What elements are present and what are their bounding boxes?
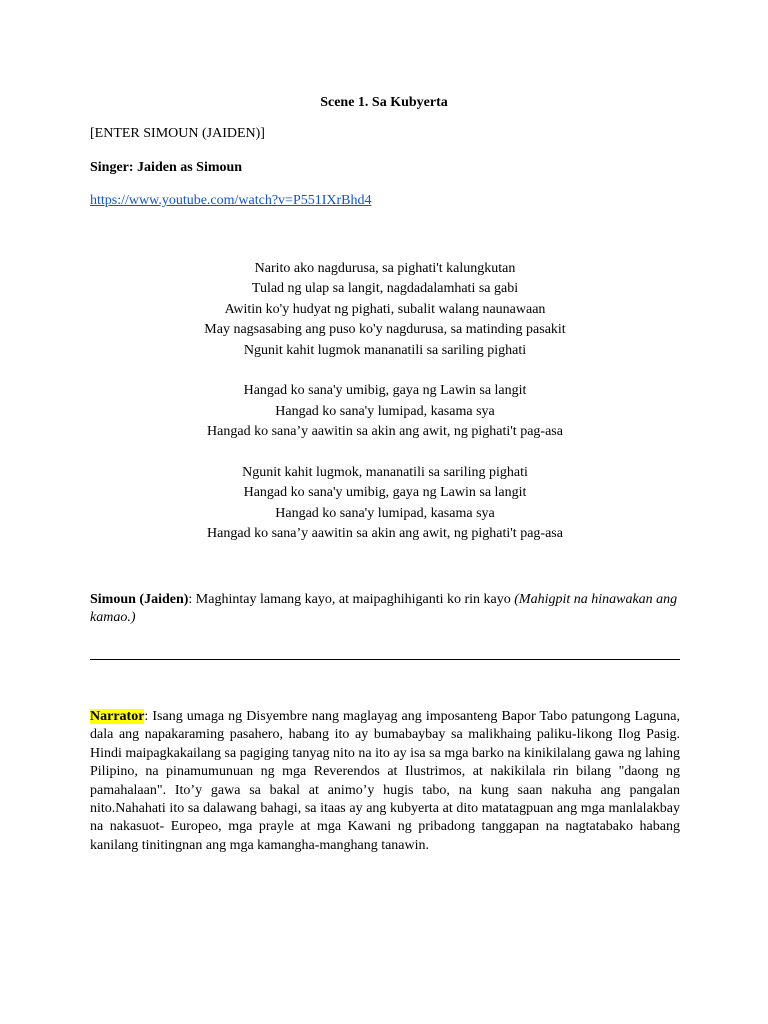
lyric-line: Hangad ko sana’y aawitin sa akin ang awit, ng pighati't pag-asa bbox=[207, 526, 563, 542]
stage-direction: [ENTER SIMOUN (JAIDEN)] bbox=[90, 126, 265, 141]
song-lyrics bbox=[90, 259, 680, 545]
narrator-colon: : bbox=[144, 709, 149, 724]
lyric-line: Ngunit kahit lugmok, mananatili sa sariling pighati bbox=[242, 465, 528, 481]
lyric-line: Hangad ko sana'y umibig, gaya ng Lawin sa langit bbox=[243, 383, 527, 399]
singer-line: Singer: Jaiden as Simoun bbox=[90, 160, 243, 175]
scene-title: Scene 1. Sa Kubyerta bbox=[320, 95, 448, 110]
narrator-paragraph bbox=[90, 708, 680, 855]
lyric-line: May nagsasabing ang puso ko'y nagdurusa, sa matinding pasakit bbox=[204, 322, 566, 338]
narrator-text: Isang umaga ng Disyembre nang maglayag ang imposanteng Bapor Tabo patungong Laguna, dala ang napakaraming pasahero, habang ito ay bumabaybay sa malikhaing paliku-likong Ilog Pasig. Hindi maipagkakailang sa pagiging tanyag nito na ito ay isa sa mga barko na kinikilalang gawa ng lahing Pilipino, na pinamumunuan ng mga Reverendos at Ilustrimos, at nakikilala rin bilang "daong ng pamahalaan". Ito’y gawa sa bakal at animo’y hugis tabo, na kung saan nakuha ang pangalan nito.Nahahati ito sa dalawang bahagi, sa itaas ay ang kubyerta at dito matatagpuan ang mga manlalakbay na nakasuot- Europeo, mga prayle at mga Kawani ng pribadong tanggapan na nagtatabako habang kanilang tinitingnan ang mga kamangha-manghang tanawin. bbox=[90, 709, 680, 853]
lyric-line: Tulad ng ulap sa langit, nagdadalamhati sa gabi bbox=[251, 281, 519, 297]
lyrics-stanza-2 bbox=[90, 381, 680, 442]
simoun-dialogue bbox=[90, 591, 680, 627]
lyric-line: Narito ako nagdurusa, sa pighati't kalungkutan bbox=[254, 261, 516, 276]
youtube-link-line bbox=[90, 192, 372, 210]
narrator-label: Narrator bbox=[90, 709, 145, 724]
dialogue-stage-direction: (Mahigpit na hinawakan ang kamao.) bbox=[90, 592, 678, 625]
lyric-line: Hangad ko sana'y lumipad, kasama sya bbox=[275, 403, 495, 419]
lyrics-stanza-1 bbox=[90, 259, 680, 361]
lyric-line: Hangad ko sana’y aawitin sa akin ang awit, ng pighati't pag-asa bbox=[207, 424, 563, 440]
lyrics-stanza-3 bbox=[90, 463, 680, 545]
dialogue-text: : Maghintay lamang kayo, at maipaghihiganti ko rin kayo bbox=[188, 592, 515, 607]
lyric-line: Hangad ko sana'y lumipad, kasama sya bbox=[275, 505, 495, 521]
lyric-line: Ngunit kahit lugmok mananatili sa sariling pighati bbox=[243, 342, 527, 358]
lyric-line: Awitin ko'y hudyat ng pighati, subalit walang naunawaan bbox=[224, 301, 546, 317]
lyric-line: Hangad ko sana'y umibig, gaya ng Lawin sa langit bbox=[243, 485, 527, 501]
dialogue-speaker: Simoun (Jaiden) bbox=[90, 592, 189, 607]
youtube-link[interactable]: https://www.youtube.com/watch?v=P551IXrBhd4 bbox=[90, 193, 372, 208]
horizontal-divider bbox=[90, 659, 680, 660]
